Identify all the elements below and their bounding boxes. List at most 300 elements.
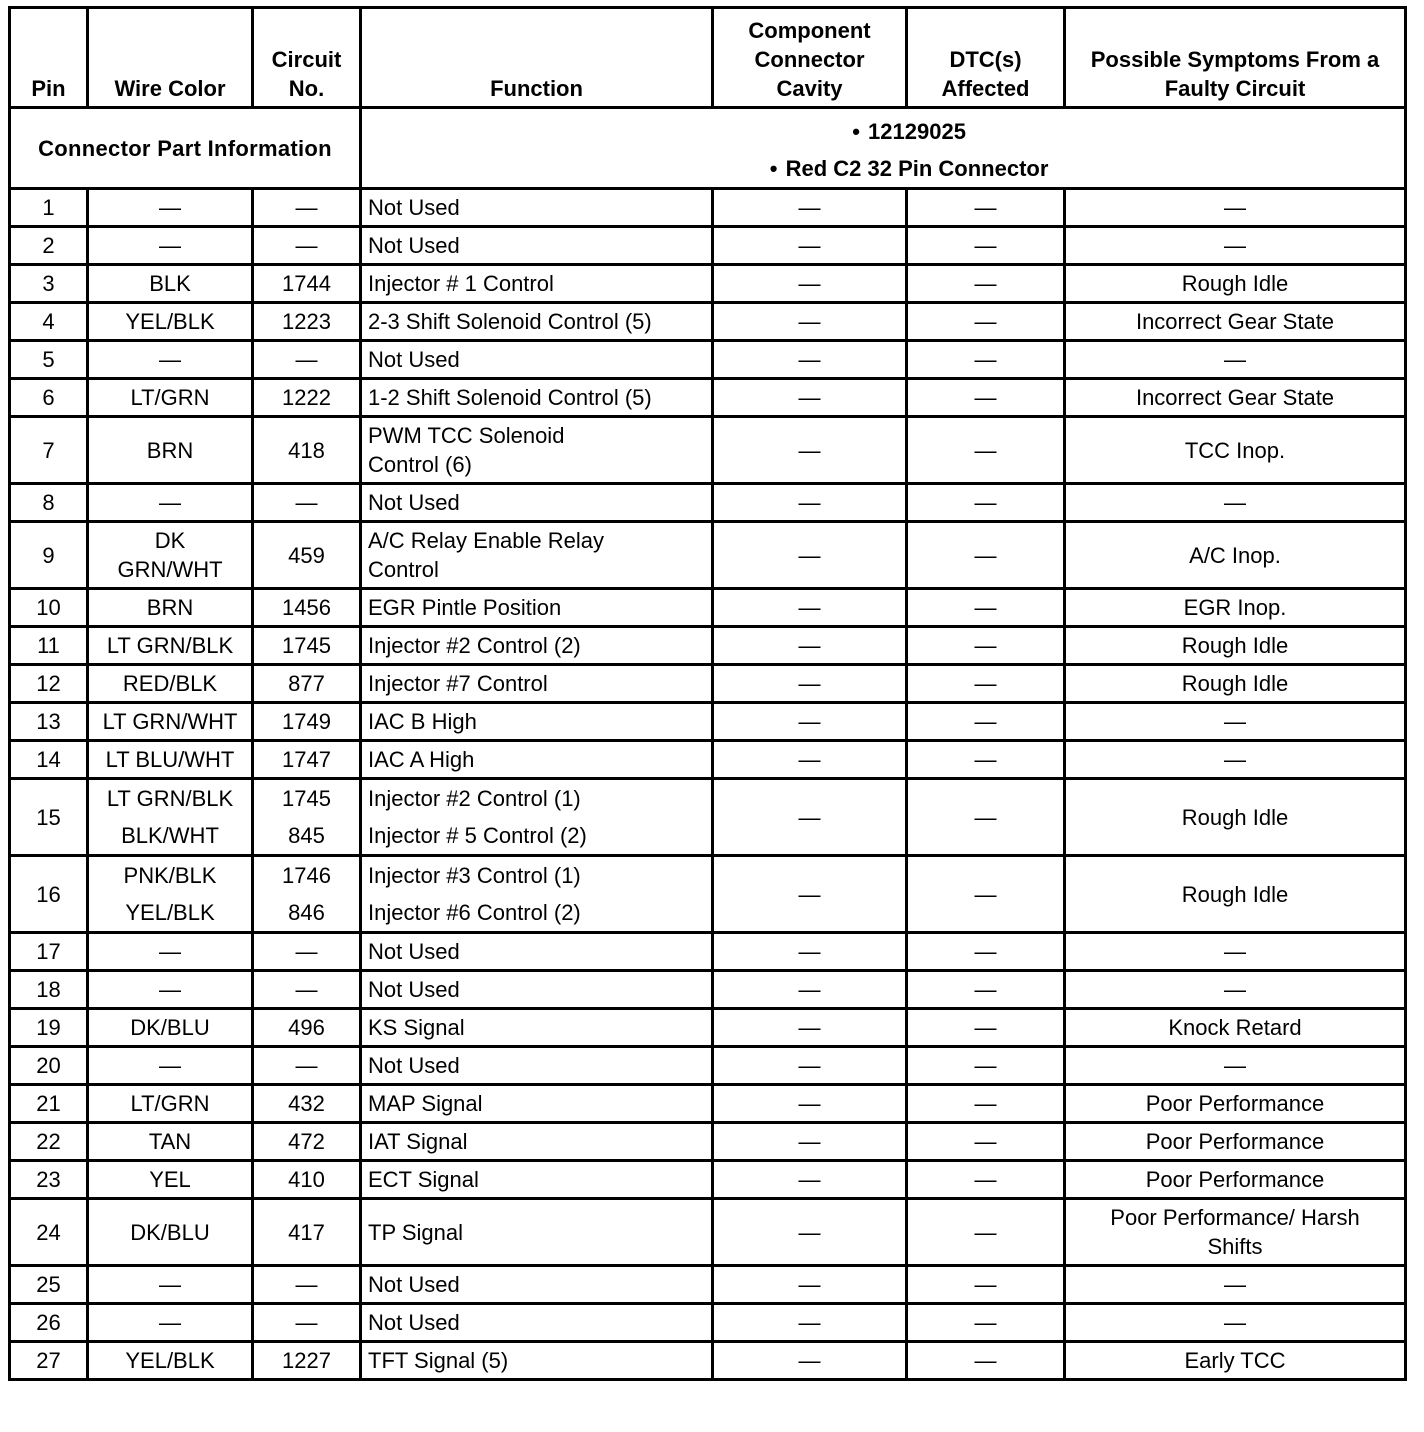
cell-wire-color xyxy=(88,522,253,589)
cell-symptom-line: — xyxy=(1224,747,1246,772)
cell-wire-color xyxy=(88,227,253,265)
cell-function-line: IAT Signal xyxy=(368,1129,468,1154)
cell-wire-color-line: GRN/WHT xyxy=(117,557,223,582)
cell-wire-color xyxy=(88,189,253,227)
cell-function-line: 1-2 Shift Solenoid Control (5) xyxy=(368,385,652,410)
cell-circuit xyxy=(253,971,361,1009)
connector-table xyxy=(8,6,1407,1381)
cell-function-line: Not Used xyxy=(368,347,460,372)
cell-circuit-line: 410 xyxy=(288,1167,325,1192)
table-row xyxy=(10,856,1406,933)
cell-symptom xyxy=(1065,856,1406,933)
cell-symptom-line: — xyxy=(1224,347,1246,372)
cell-symptom-line: Incorrect Gear State xyxy=(1135,309,1335,334)
cell-cavity: — xyxy=(713,779,907,856)
cell-symptom xyxy=(1065,1266,1406,1304)
cell-function xyxy=(361,856,713,933)
cell-cavity: — xyxy=(713,227,907,265)
cell-pin: 19 xyxy=(10,1009,88,1047)
part-number: 12129025 xyxy=(868,119,966,144)
cell-pin: 15 xyxy=(10,779,88,856)
cell-cavity: — xyxy=(713,856,907,933)
cell-wire-color-line: — xyxy=(159,1053,181,1078)
col-header-pin: Pin xyxy=(10,8,88,108)
cell-symptom-line: — xyxy=(1224,233,1246,258)
cell-symptom xyxy=(1065,1047,1406,1085)
cell-pin: 27 xyxy=(10,1342,88,1380)
cell-symptom-line: — xyxy=(1224,977,1246,1002)
cell-wire-color xyxy=(88,1342,253,1380)
cell-cavity: — xyxy=(713,1085,907,1123)
table-row xyxy=(10,189,1406,227)
cell-function xyxy=(361,1009,713,1047)
cell-wire-color-line: — xyxy=(159,977,181,1002)
cell-circuit-line: 1222 xyxy=(282,385,331,410)
cell-function-line: MAP Signal xyxy=(368,1091,483,1116)
cell-function xyxy=(361,341,713,379)
cell-circuit xyxy=(253,417,361,484)
cell-dtc: — xyxy=(907,779,1065,856)
cell-function-line: Injector #7 Control xyxy=(368,671,548,696)
cell-symptom-line: Rough Idle xyxy=(1181,271,1289,296)
cell-dtc: — xyxy=(907,856,1065,933)
cell-symptom-line: — xyxy=(1224,1310,1246,1335)
cell-function xyxy=(361,933,713,971)
cell-symptom-line: Incorrect Gear State xyxy=(1135,385,1335,410)
table-row xyxy=(10,703,1406,741)
cell-function xyxy=(361,265,713,303)
cell-symptom-line: — xyxy=(1224,939,1246,964)
table-row xyxy=(10,522,1406,589)
cell-cavity: — xyxy=(713,1199,907,1266)
cell-function-line: Not Used xyxy=(368,939,460,964)
cell-symptom xyxy=(1065,1342,1406,1380)
cell-circuit xyxy=(253,484,361,522)
cell-dtc: — xyxy=(907,189,1065,227)
cell-cavity: — xyxy=(713,522,907,589)
table-row xyxy=(10,417,1406,484)
cell-circuit xyxy=(253,627,361,665)
cell-symptom xyxy=(1065,1009,1406,1047)
cell-function-line: IAC A High xyxy=(368,747,475,772)
cell-wire-color xyxy=(88,1304,253,1342)
cell-wire-color-line: — xyxy=(159,347,181,372)
cell-circuit xyxy=(253,522,361,589)
table-row xyxy=(10,484,1406,522)
cell-wire-color-line: LT BLU/WHT xyxy=(105,747,235,772)
cell-pin: 20 xyxy=(10,1047,88,1085)
cell-function xyxy=(361,779,713,856)
cell-cavity: — xyxy=(713,1161,907,1199)
cell-circuit-line: 459 xyxy=(288,542,325,568)
cell-wire-color-line: DK/BLU xyxy=(130,1219,210,1245)
cell-wire-color-line: LT/GRN xyxy=(130,385,210,410)
cell-dtc: — xyxy=(907,933,1065,971)
cell-circuit xyxy=(253,303,361,341)
cell-symptom xyxy=(1065,484,1406,522)
cell-wire-color-line: TAN xyxy=(148,1129,192,1154)
cell-circuit xyxy=(253,1161,361,1199)
table-row xyxy=(10,1047,1406,1085)
cell-function-line: Injector # 1 Control xyxy=(368,271,554,296)
cell-wire-color xyxy=(88,1161,253,1199)
cell-dtc: — xyxy=(907,522,1065,589)
cell-wire-color-line: YEL/BLK xyxy=(125,900,215,925)
cell-pin: 4 xyxy=(10,303,88,341)
cell-cavity: — xyxy=(713,341,907,379)
connector-info-row xyxy=(10,108,1406,189)
col-header-wire-color: Wire Color xyxy=(88,8,253,108)
cell-wire-color xyxy=(88,971,253,1009)
cell-circuit-line: 1749 xyxy=(282,709,331,734)
cell-pin: 9 xyxy=(10,522,88,589)
cell-wire-color-line: — xyxy=(159,1272,181,1297)
cell-symptom xyxy=(1065,1161,1406,1199)
cell-circuit-line: — xyxy=(295,1053,318,1078)
cell-circuit-line: 417 xyxy=(288,1219,325,1245)
cell-function-line: Not Used xyxy=(368,490,460,515)
cell-pin: 8 xyxy=(10,484,88,522)
connector-info-label: Connector Part Information xyxy=(10,108,361,189)
cell-function xyxy=(361,627,713,665)
cell-circuit-line: — xyxy=(295,490,318,515)
cell-pin: 18 xyxy=(10,971,88,1009)
cell-dtc: — xyxy=(907,227,1065,265)
cell-wire-color-line: YEL xyxy=(149,1167,191,1192)
cell-function-line: 2-3 Shift Solenoid Control (5) xyxy=(368,309,652,334)
table-row xyxy=(10,1123,1406,1161)
cell-circuit-line: 432 xyxy=(288,1091,325,1116)
cell-pin: 7 xyxy=(10,417,88,484)
cell-pin: 12 xyxy=(10,665,88,703)
cell-symptom xyxy=(1065,417,1406,484)
table-row xyxy=(10,303,1406,341)
cell-symptom-line: — xyxy=(1224,195,1246,220)
cell-pin: 26 xyxy=(10,1304,88,1342)
cell-pin: 17 xyxy=(10,933,88,971)
col-header-cavity: Component Connector Cavity xyxy=(713,8,907,108)
cell-pin: 5 xyxy=(10,341,88,379)
cell-dtc: — xyxy=(907,1123,1065,1161)
cell-function-line: Not Used xyxy=(368,1272,460,1297)
cell-circuit xyxy=(253,1085,361,1123)
table-row xyxy=(10,665,1406,703)
cell-pin: 6 xyxy=(10,379,88,417)
cell-dtc: — xyxy=(907,1047,1065,1085)
cell-function xyxy=(361,1266,713,1304)
cell-wire-color-line: LT GRN/BLK xyxy=(106,633,234,658)
cell-function xyxy=(361,1123,713,1161)
cell-pin: 1 xyxy=(10,189,88,227)
cell-symptom-line: — xyxy=(1224,1053,1246,1078)
cell-cavity: — xyxy=(713,484,907,522)
cell-symptom-line: Rough Idle xyxy=(1181,881,1289,907)
connector-info-values xyxy=(361,108,1406,189)
cell-wire-color xyxy=(88,1199,253,1266)
cell-wire-color xyxy=(88,933,253,971)
table-row xyxy=(10,1085,1406,1123)
cell-symptom-line: EGR Inop. xyxy=(1183,595,1287,620)
cell-wire-color xyxy=(88,856,253,933)
cell-wire-color xyxy=(88,627,253,665)
cell-circuit xyxy=(253,189,361,227)
cell-symptom xyxy=(1065,703,1406,741)
cell-circuit xyxy=(253,933,361,971)
cell-symptom xyxy=(1065,227,1406,265)
cell-function xyxy=(361,1304,713,1342)
cell-dtc: — xyxy=(907,1304,1065,1342)
cell-cavity: — xyxy=(713,703,907,741)
cell-wire-color xyxy=(88,665,253,703)
cell-symptom-line: Rough Idle xyxy=(1181,671,1289,696)
cell-function xyxy=(361,589,713,627)
cell-function xyxy=(361,1085,713,1123)
cell-function xyxy=(361,703,713,741)
cell-wire-color xyxy=(88,741,253,779)
cell-function-line: Injector #2 Control (2) xyxy=(368,633,581,658)
cell-wire-color-line: PNK/BLK xyxy=(123,863,217,888)
cell-wire-color xyxy=(88,484,253,522)
cell-function-line: Not Used xyxy=(368,977,460,1002)
cell-symptom-line: — xyxy=(1224,709,1246,734)
cell-symptom xyxy=(1065,933,1406,971)
table-row xyxy=(10,779,1406,856)
table-row xyxy=(10,1161,1406,1199)
table-row xyxy=(10,1266,1406,1304)
cell-wire-color xyxy=(88,379,253,417)
cell-circuit xyxy=(253,589,361,627)
cell-pin: 25 xyxy=(10,1266,88,1304)
cell-symptom xyxy=(1065,971,1406,1009)
cell-pin: 23 xyxy=(10,1161,88,1199)
table-row xyxy=(10,1009,1406,1047)
cell-wire-color xyxy=(88,589,253,627)
cell-symptom xyxy=(1065,779,1406,856)
cell-circuit-line: 418 xyxy=(288,437,325,463)
cell-function-line: Control xyxy=(368,557,439,582)
table-row xyxy=(10,589,1406,627)
cell-cavity: — xyxy=(713,189,907,227)
cell-dtc: — xyxy=(907,589,1065,627)
cell-circuit xyxy=(253,741,361,779)
connector-description-line xyxy=(406,150,1404,187)
cell-dtc: — xyxy=(907,665,1065,703)
cell-wire-color-line: LT GRN/WHT xyxy=(102,709,238,734)
pin-rows xyxy=(10,189,1406,1380)
cell-dtc: — xyxy=(907,1266,1065,1304)
cell-function-line: Not Used xyxy=(368,233,460,258)
cell-symptom-line: Poor Performance xyxy=(1145,1091,1325,1116)
cell-circuit-line: — xyxy=(295,195,318,220)
cell-symptom-line: A/C Inop. xyxy=(1189,542,1281,568)
cell-circuit-line: 1223 xyxy=(282,309,331,334)
cell-function-line: PWM TCC Solenoid xyxy=(368,423,565,448)
table-row xyxy=(10,933,1406,971)
cell-symptom-line: Rough Idle xyxy=(1181,633,1289,658)
cell-dtc: — xyxy=(907,484,1065,522)
cell-cavity: — xyxy=(713,265,907,303)
cell-function xyxy=(361,1199,713,1266)
cell-symptom xyxy=(1065,341,1406,379)
cell-symptom xyxy=(1065,627,1406,665)
col-header-symptoms: Possible Symptoms From a Faulty Circuit xyxy=(1065,8,1406,108)
cell-wire-color xyxy=(88,779,253,856)
cell-circuit xyxy=(253,1123,361,1161)
cell-circuit xyxy=(253,779,361,856)
cell-symptom-line: Early TCC xyxy=(1184,1348,1286,1373)
col-header-function: Function xyxy=(361,8,713,108)
cell-symptom-line: Shifts xyxy=(1207,1234,1263,1259)
cell-function-line: IAC B High xyxy=(368,709,477,734)
cell-cavity: — xyxy=(713,589,907,627)
cell-wire-color-line: — xyxy=(159,490,181,515)
cell-circuit-line: 1456 xyxy=(282,595,331,620)
cell-function-line: Not Used xyxy=(368,1053,460,1078)
cell-function-line: Control (6) xyxy=(368,452,472,477)
cell-cavity: — xyxy=(713,379,907,417)
cell-cavity: — xyxy=(713,741,907,779)
cell-wire-color-line: YEL/BLK xyxy=(125,309,215,334)
cell-circuit xyxy=(253,1009,361,1047)
cell-function-line: TP Signal xyxy=(368,1219,463,1245)
table-row xyxy=(10,741,1406,779)
cell-dtc: — xyxy=(907,1085,1065,1123)
cell-wire-color-line: — xyxy=(159,233,181,258)
cell-symptom-line: Poor Performance xyxy=(1145,1167,1325,1192)
cell-function-line: Not Used xyxy=(368,1310,460,1335)
cell-function xyxy=(361,971,713,1009)
cell-function-line: Injector #3 Control (1) xyxy=(368,863,581,888)
cell-dtc: — xyxy=(907,341,1065,379)
cell-function-line: Not Used xyxy=(368,195,460,220)
cell-function-line: EGR Pintle Position xyxy=(368,595,562,620)
cell-dtc: — xyxy=(907,417,1065,484)
cell-circuit xyxy=(253,1304,361,1342)
cell-cavity: — xyxy=(713,1047,907,1085)
cell-function xyxy=(361,665,713,703)
cell-function-line: Injector #2 Control (1) xyxy=(368,786,581,811)
cell-symptom-line: TCC Inop. xyxy=(1184,437,1286,463)
col-header-dtc: DTC(s) Affected xyxy=(907,8,1065,108)
cell-symptom xyxy=(1065,1199,1406,1266)
cell-cavity: — xyxy=(713,1266,907,1304)
cell-function-line: TFT Signal (5) xyxy=(368,1348,509,1373)
cell-wire-color xyxy=(88,1123,253,1161)
cell-circuit-line: — xyxy=(295,1272,318,1297)
cell-circuit-line: 1747 xyxy=(282,747,331,772)
cell-wire-color-line: BLK xyxy=(149,271,191,296)
cell-function xyxy=(361,484,713,522)
cell-circuit-line: 1745 xyxy=(282,786,331,811)
cell-circuit-line: — xyxy=(295,233,318,258)
col-header-circuit: Circuit No. xyxy=(253,8,361,108)
cell-circuit xyxy=(253,703,361,741)
table-row xyxy=(10,227,1406,265)
cell-function-line: Injector # 5 Control (2) xyxy=(368,823,587,848)
connector-document xyxy=(8,6,1404,1381)
cell-circuit-line: 1746 xyxy=(282,863,331,888)
cell-wire-color-line: — xyxy=(159,939,181,964)
cell-symptom-line: Poor Performance/ Harsh xyxy=(1110,1205,1360,1230)
cell-cavity: — xyxy=(713,1123,907,1161)
cell-dtc: — xyxy=(907,703,1065,741)
cell-circuit xyxy=(253,665,361,703)
cell-symptom xyxy=(1065,1085,1406,1123)
cell-wire-color xyxy=(88,703,253,741)
cell-symptom-line: Knock Retard xyxy=(1168,1015,1302,1040)
cell-function xyxy=(361,1161,713,1199)
cell-circuit-line: 845 xyxy=(288,823,325,848)
cell-dtc: — xyxy=(907,627,1065,665)
cell-symptom xyxy=(1065,189,1406,227)
cell-symptom xyxy=(1065,522,1406,589)
cell-circuit xyxy=(253,1047,361,1085)
cell-function xyxy=(361,741,713,779)
table-row xyxy=(10,1304,1406,1342)
table-row xyxy=(10,971,1406,1009)
cell-circuit xyxy=(253,265,361,303)
cell-circuit xyxy=(253,341,361,379)
table-row xyxy=(10,1199,1406,1266)
cell-dtc: — xyxy=(907,1009,1065,1047)
cell-circuit xyxy=(253,227,361,265)
cell-cavity: — xyxy=(713,417,907,484)
cell-function xyxy=(361,417,713,484)
cell-wire-color-line: DK xyxy=(154,528,186,553)
cell-function xyxy=(361,1047,713,1085)
cell-circuit xyxy=(253,1342,361,1380)
cell-symptom xyxy=(1065,265,1406,303)
cell-circuit-line: 1227 xyxy=(282,1348,331,1373)
cell-function-line: A/C Relay Enable Relay xyxy=(368,528,605,553)
cell-pin: 11 xyxy=(10,627,88,665)
cell-dtc: — xyxy=(907,1342,1065,1380)
cell-dtc: — xyxy=(907,303,1065,341)
column-header-row xyxy=(10,8,1406,108)
cell-function xyxy=(361,227,713,265)
cell-cavity: — xyxy=(713,933,907,971)
cell-dtc: — xyxy=(907,1199,1065,1266)
cell-wire-color-line: BRN xyxy=(146,437,194,463)
cell-symptom xyxy=(1065,379,1406,417)
cell-symptom-line: — xyxy=(1224,1272,1246,1297)
cell-symptom-line: Poor Performance xyxy=(1145,1129,1325,1154)
cell-function xyxy=(361,379,713,417)
cell-wire-color xyxy=(88,303,253,341)
cell-wire-color-line: — xyxy=(159,195,181,220)
cell-function-line: Injector #6 Control (2) xyxy=(368,900,581,925)
cell-cavity: — xyxy=(713,627,907,665)
cell-pin: 13 xyxy=(10,703,88,741)
cell-circuit-line: 472 xyxy=(288,1129,325,1154)
bullet-icon: • xyxy=(852,119,860,144)
cell-symptom-line: Rough Idle xyxy=(1181,804,1289,830)
cell-function xyxy=(361,1342,713,1380)
table-row xyxy=(10,379,1406,417)
cell-pin: 2 xyxy=(10,227,88,265)
cell-cavity: — xyxy=(713,1342,907,1380)
cell-circuit-line: — xyxy=(295,939,318,964)
cell-circuit-line: — xyxy=(295,977,318,1002)
table-row xyxy=(10,1342,1406,1380)
cell-pin: 16 xyxy=(10,856,88,933)
cell-wire-color-line: — xyxy=(159,1310,181,1335)
cell-wire-color xyxy=(88,1009,253,1047)
table-row xyxy=(10,627,1406,665)
cell-circuit xyxy=(253,1199,361,1266)
bullet-icon: • xyxy=(769,156,778,181)
cell-dtc: — xyxy=(907,741,1065,779)
